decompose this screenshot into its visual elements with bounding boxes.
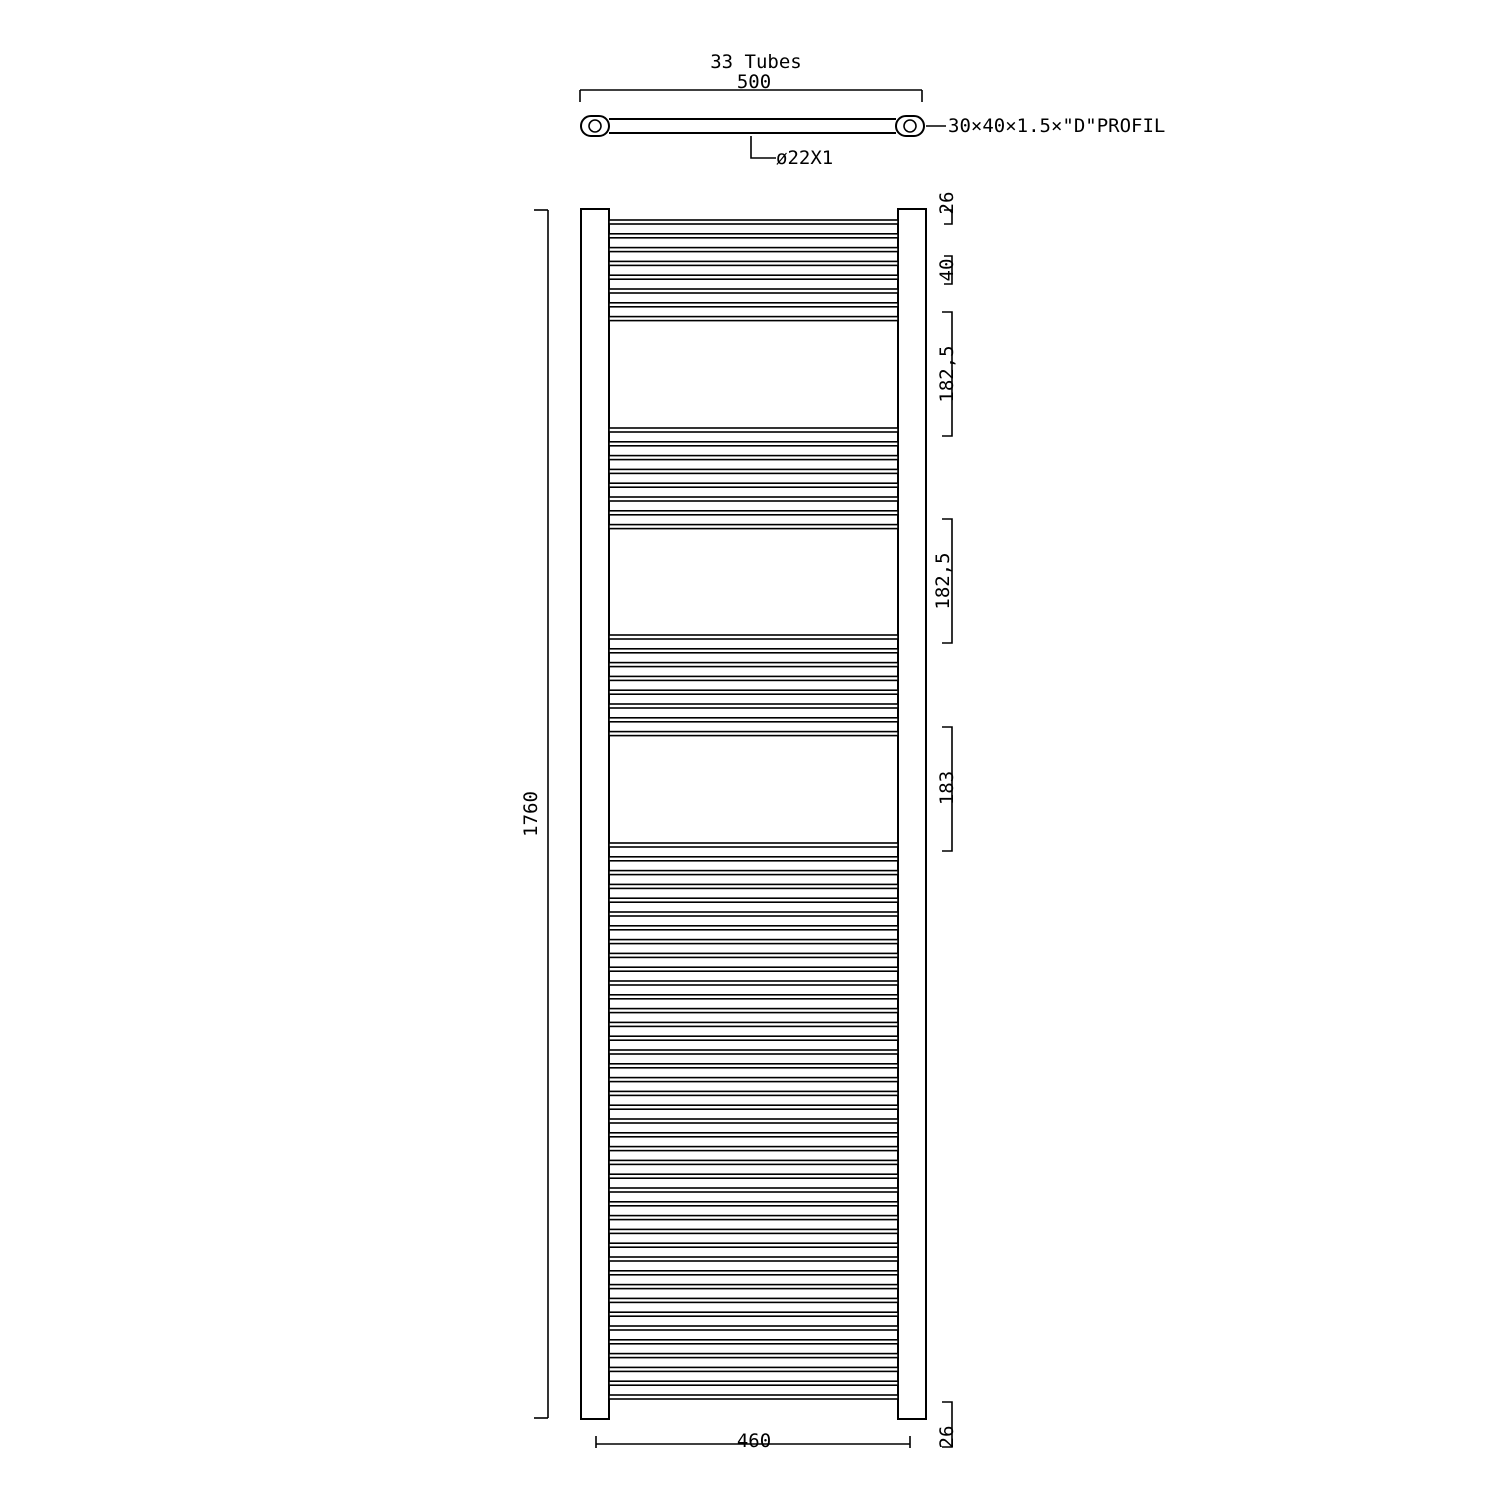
horizontal-tube-7 <box>609 303 898 307</box>
horizontal-tube-22 <box>609 704 898 708</box>
horizontal-tube-64 <box>609 1381 898 1385</box>
tube-count-label: 33 Tubes <box>710 51 802 73</box>
rail-centres-label: 460 <box>736 1430 772 1452</box>
horizontal-tube-29 <box>609 898 898 902</box>
top-view-rail-right <box>896 116 924 136</box>
horizontal-tube-12 <box>609 469 898 473</box>
horizontal-tube-58 <box>609 1298 898 1302</box>
horizontal-tube-35 <box>609 981 898 985</box>
horizontal-tube-19 <box>609 663 898 667</box>
front-view-rail-left <box>581 209 609 1419</box>
horizontal-tube-63 <box>609 1367 898 1371</box>
horizontal-tube-13 <box>609 483 898 487</box>
horizontal-tube-61 <box>609 1340 898 1344</box>
horizontal-tube-45 <box>609 1119 898 1123</box>
horizontal-tube-25 <box>609 843 898 847</box>
horizontal-tube-46 <box>609 1133 898 1137</box>
horizontal-tube-65 <box>609 1395 898 1399</box>
gap-1-dimension <box>936 312 958 436</box>
tube-diameter-leader <box>751 136 776 158</box>
horizontal-tube-44 <box>609 1105 898 1109</box>
top-view <box>580 51 1165 169</box>
horizontal-tube-42 <box>609 1078 898 1082</box>
horizontal-tube-3 <box>609 248 898 252</box>
horizontal-tube-1 <box>609 220 898 224</box>
horizontal-tube-4 <box>609 261 898 265</box>
tube-pitch-label: 40 <box>936 258 958 282</box>
horizontal-tube-56 <box>609 1271 898 1275</box>
bottom-offset-dimension <box>936 1402 958 1448</box>
horizontal-tube-11 <box>609 456 898 460</box>
gap-1-label: 182,5 <box>936 345 958 403</box>
gap-3-label: 183 <box>936 770 958 806</box>
horizontal-tube-8 <box>609 317 898 321</box>
horizontal-tube-16 <box>609 525 898 529</box>
horizontal-tube-47 <box>609 1147 898 1151</box>
horizontal-tube-24 <box>609 732 898 736</box>
horizontal-tube-34 <box>609 967 898 971</box>
horizontal-tube-50 <box>609 1188 898 1192</box>
horizontal-tube-30 <box>609 912 898 916</box>
gap-2-dimension <box>932 519 954 643</box>
profile-note: 30×40×1.5×"D"PROFIL <box>948 115 1166 137</box>
horizontal-tube-26 <box>609 857 898 861</box>
horizontal-tube-48 <box>609 1160 898 1164</box>
horizontal-tube-55 <box>609 1257 898 1261</box>
horizontal-tube-33 <box>609 953 898 957</box>
overall-height-label: 1760 <box>520 791 542 837</box>
horizontal-tube-6 <box>609 289 898 293</box>
horizontal-tube-36 <box>609 995 898 999</box>
horizontal-tube-39 <box>609 1036 898 1040</box>
horizontal-tube-23 <box>609 718 898 722</box>
horizontal-tube-57 <box>609 1285 898 1289</box>
horizontal-tube-17 <box>609 635 898 639</box>
horizontal-tube-27 <box>609 871 898 875</box>
overall-width-label: 500 <box>736 71 772 93</box>
front-view <box>520 192 958 1452</box>
horizontal-tube-37 <box>609 1009 898 1013</box>
horizontal-tube-2 <box>609 234 898 238</box>
horizontal-tube-60 <box>609 1326 898 1330</box>
horizontal-tube-53 <box>609 1229 898 1233</box>
horizontal-tube-10 <box>609 442 898 446</box>
horizontal-tube-20 <box>609 676 898 680</box>
horizontal-tube-15 <box>609 511 898 515</box>
horizontal-tube-31 <box>609 926 898 930</box>
horizontal-tube-52 <box>609 1216 898 1220</box>
front-view-rail-right <box>898 209 926 1419</box>
top-offset-label: 26 <box>936 191 958 215</box>
horizontal-tube-32 <box>609 940 898 944</box>
top-offset-dimension <box>936 192 958 224</box>
horizontal-tube-62 <box>609 1354 898 1358</box>
horizontal-tube-41 <box>609 1064 898 1068</box>
bottom-offset-label: 26 <box>936 1425 958 1449</box>
tube-diameter-note: ø22X1 <box>776 147 834 169</box>
horizontal-tube-9 <box>609 428 898 432</box>
horizontal-tube-38 <box>609 1022 898 1026</box>
horizontal-tube-49 <box>609 1174 898 1178</box>
horizontal-tube-18 <box>609 649 898 653</box>
horizontal-tube-28 <box>609 884 898 888</box>
horizontal-tube-40 <box>609 1050 898 1054</box>
horizontal-tube-21 <box>609 690 898 694</box>
horizontal-tube-51 <box>609 1202 898 1206</box>
tube-pitch-dimension <box>936 256 958 284</box>
horizontal-tubes <box>609 220 898 1399</box>
top-view-rail-left <box>581 116 609 136</box>
horizontal-tube-54 <box>609 1243 898 1247</box>
horizontal-tube-59 <box>609 1312 898 1316</box>
horizontal-tube-43 <box>609 1091 898 1095</box>
horizontal-tube-5 <box>609 275 898 279</box>
gap-3-dimension <box>936 727 958 851</box>
horizontal-tube-14 <box>609 497 898 501</box>
gap-2-label: 182,5 <box>932 552 954 610</box>
